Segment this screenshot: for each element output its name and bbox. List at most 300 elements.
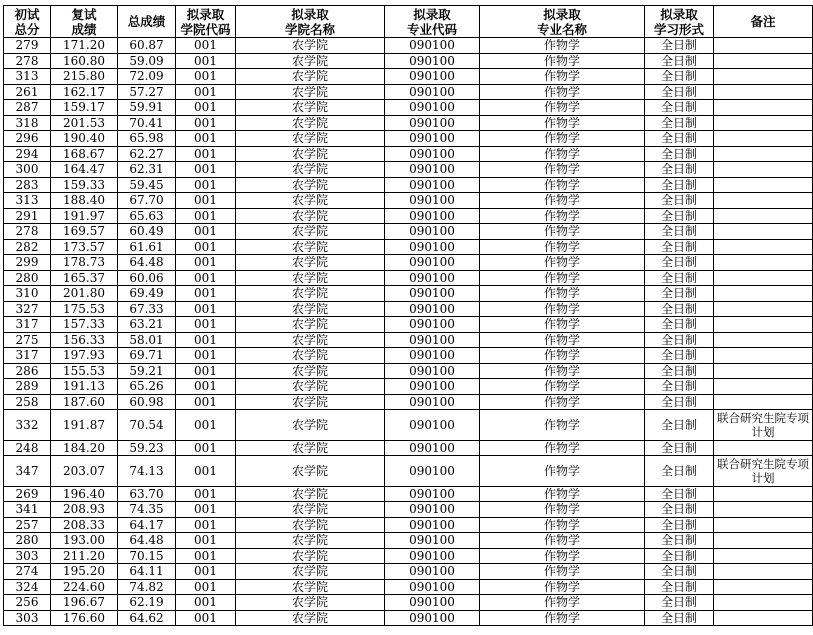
table-cell: 162.17 (51, 84, 118, 100)
table-cell (714, 270, 813, 286)
table-cell: 090100 (385, 100, 480, 116)
table-row (4, 363, 813, 379)
table-cell: 090100 (385, 224, 480, 240)
table-cell: 作物学 (480, 348, 645, 364)
table-cell: 090100 (385, 595, 480, 611)
table-cell: 农学院 (236, 579, 385, 595)
table-row (4, 53, 813, 69)
table-cell: 287 (4, 100, 51, 116)
table-cell: 59.23 (118, 440, 176, 456)
table-cell: 作物学 (480, 131, 645, 147)
table-row (4, 255, 813, 271)
table-cell: 188.40 (51, 193, 118, 209)
table-cell: 70.15 (118, 548, 176, 564)
table-cell: 313 (4, 69, 51, 85)
table-cell: 173.57 (51, 239, 118, 255)
table-cell: 201.80 (51, 286, 118, 302)
table-cell: 全日制 (645, 146, 714, 162)
table-cell: 全日制 (645, 394, 714, 410)
table-cell: 65.98 (118, 131, 176, 147)
table-cell: 090100 (385, 579, 480, 595)
table-cell: 农学院 (236, 162, 385, 178)
table-cell: 作物学 (480, 239, 645, 255)
table-cell: 作物学 (480, 410, 645, 441)
table-cell (714, 69, 813, 85)
table-cell (714, 595, 813, 611)
table-cell: 090100 (385, 53, 480, 69)
table-cell: 作物学 (480, 100, 645, 116)
table-cell: 215.80 (51, 69, 118, 85)
table-row (4, 564, 813, 580)
table-cell: 农学院 (236, 502, 385, 518)
table-row (4, 270, 813, 286)
table-cell: 201.53 (51, 115, 118, 131)
table-row (4, 193, 813, 209)
table-cell: 农学院 (236, 440, 385, 456)
table-cell: 60.87 (118, 38, 176, 54)
table-cell: 农学院 (236, 146, 385, 162)
table-row (4, 502, 813, 518)
table-row (4, 332, 813, 348)
table-cell: 作物学 (480, 564, 645, 580)
table-cell: 全日制 (645, 379, 714, 395)
table-cell: 001 (176, 610, 236, 626)
table-cell: 作物学 (480, 394, 645, 410)
table-cell: 61.61 (118, 239, 176, 255)
table-cell: 作物学 (480, 84, 645, 100)
table-cell: 090100 (385, 177, 480, 193)
table-cell: 69.71 (118, 348, 176, 364)
table-cell: 作物学 (480, 502, 645, 518)
table-cell: 001 (176, 193, 236, 209)
table-row (4, 486, 813, 502)
table-cell: 299 (4, 255, 51, 271)
table-cell (714, 255, 813, 271)
table-cell: 作物学 (480, 69, 645, 85)
table-cell: 278 (4, 53, 51, 69)
table-cell: 001 (176, 38, 236, 54)
table-cell: 全日制 (645, 69, 714, 85)
table-cell: 农学院 (236, 255, 385, 271)
table-cell (714, 332, 813, 348)
table-cell: 001 (176, 517, 236, 533)
table-cell: 全日制 (645, 84, 714, 100)
table-cell: 001 (176, 564, 236, 580)
table-cell: 57.27 (118, 84, 176, 100)
table-row (4, 301, 813, 317)
table-cell (714, 84, 813, 100)
table-cell: 作物学 (480, 193, 645, 209)
table-cell: 作物学 (480, 548, 645, 564)
table-row (4, 610, 813, 626)
table-cell: 作物学 (480, 53, 645, 69)
table-cell (714, 53, 813, 69)
table-cell: 全日制 (645, 502, 714, 518)
table-cell: 农学院 (236, 131, 385, 147)
table-cell: 62.19 (118, 595, 176, 611)
table-cell: 农学院 (236, 270, 385, 286)
table-cell: 090100 (385, 286, 480, 302)
table-cell (714, 610, 813, 626)
table-cell: 001 (176, 84, 236, 100)
column-header: 拟录取 专业代码 (385, 6, 480, 38)
table-body (4, 38, 813, 626)
column-header: 复试 成绩 (51, 6, 118, 38)
table-cell: 090100 (385, 84, 480, 100)
table-cell: 156.33 (51, 332, 118, 348)
table-cell: 全日制 (645, 348, 714, 364)
table-cell: 作物学 (480, 486, 645, 502)
table-cell: 195.20 (51, 564, 118, 580)
table-cell: 160.80 (51, 53, 118, 69)
table-cell: 090100 (385, 564, 480, 580)
table-cell: 60.49 (118, 224, 176, 240)
table-cell: 191.13 (51, 379, 118, 395)
table-cell: 196.40 (51, 486, 118, 502)
table-cell: 001 (176, 440, 236, 456)
table-cell: 280 (4, 270, 51, 286)
table-cell: 001 (176, 533, 236, 549)
table-cell: 001 (176, 486, 236, 502)
table-cell: 74.82 (118, 579, 176, 595)
table-cell (714, 517, 813, 533)
table-cell: 全日制 (645, 115, 714, 131)
table-row (4, 348, 813, 364)
table-row (4, 517, 813, 533)
table-cell: 全日制 (645, 533, 714, 549)
table-cell (714, 317, 813, 333)
table-cell: 作物学 (480, 208, 645, 224)
table-cell: 286 (4, 363, 51, 379)
table-cell: 274 (4, 564, 51, 580)
table-cell: 农学院 (236, 348, 385, 364)
table-cell: 317 (4, 317, 51, 333)
table-cell: 全日制 (645, 301, 714, 317)
admission-table (3, 5, 813, 626)
table-cell (714, 162, 813, 178)
table-cell: 327 (4, 301, 51, 317)
table-cell: 农学院 (236, 286, 385, 302)
table-cell: 001 (176, 410, 236, 441)
table-cell: 203.07 (51, 456, 118, 487)
table-cell: 090100 (385, 317, 480, 333)
table-cell: 090100 (385, 533, 480, 549)
table-cell: 001 (176, 548, 236, 564)
table-cell: 作物学 (480, 332, 645, 348)
table-cell: 作物学 (480, 115, 645, 131)
table-cell: 258 (4, 394, 51, 410)
table-cell: 283 (4, 177, 51, 193)
table-cell: 69.49 (118, 286, 176, 302)
table-cell: 001 (176, 502, 236, 518)
table-cell: 作物学 (480, 363, 645, 379)
table-cell: 全日制 (645, 224, 714, 240)
table-cell: 72.09 (118, 69, 176, 85)
table-cell: 248 (4, 440, 51, 456)
table-cell: 64.48 (118, 255, 176, 271)
table-cell: 090100 (385, 131, 480, 147)
table-row (4, 286, 813, 302)
table-cell: 090100 (385, 456, 480, 487)
table-cell: 全日制 (645, 162, 714, 178)
table-cell: 农学院 (236, 239, 385, 255)
table-cell: 农学院 (236, 548, 385, 564)
table-cell: 全日制 (645, 363, 714, 379)
table-cell: 农学院 (236, 517, 385, 533)
table-cell (714, 486, 813, 502)
table-cell: 全日制 (645, 332, 714, 348)
table-cell: 全日制 (645, 239, 714, 255)
table-row (4, 394, 813, 410)
table-cell: 作物学 (480, 533, 645, 549)
table-cell: 作物学 (480, 456, 645, 487)
table-cell (714, 146, 813, 162)
table-cell: 001 (176, 177, 236, 193)
table-cell: 313 (4, 193, 51, 209)
table-cell: 261 (4, 84, 51, 100)
table-row (4, 317, 813, 333)
table-cell: 303 (4, 548, 51, 564)
table-cell: 090100 (385, 348, 480, 364)
table-cell: 090100 (385, 363, 480, 379)
table-cell: 275 (4, 332, 51, 348)
table-cell: 090100 (385, 208, 480, 224)
table-cell: 农学院 (236, 379, 385, 395)
table-cell: 全日制 (645, 410, 714, 441)
table-row (4, 208, 813, 224)
table-cell: 159.17 (51, 100, 118, 116)
table-cell: 090100 (385, 394, 480, 410)
table-cell: 全日制 (645, 38, 714, 54)
table-cell: 090100 (385, 69, 480, 85)
table-cell: 59.45 (118, 177, 176, 193)
table-cell: 农学院 (236, 332, 385, 348)
table-cell: 341 (4, 502, 51, 518)
table-cell: 作物学 (480, 177, 645, 193)
table-cell: 090100 (385, 193, 480, 209)
table-cell: 作物学 (480, 579, 645, 595)
table-cell: 59.09 (118, 53, 176, 69)
table-cell: 001 (176, 363, 236, 379)
table-cell: 63.21 (118, 317, 176, 333)
table-cell (714, 440, 813, 456)
table-cell: 001 (176, 579, 236, 595)
table-cell: 090100 (385, 301, 480, 317)
table-cell: 090100 (385, 379, 480, 395)
table-cell: 60.06 (118, 270, 176, 286)
table-cell: 作物学 (480, 301, 645, 317)
table-row (4, 162, 813, 178)
table-row (4, 379, 813, 395)
table-cell: 作物学 (480, 162, 645, 178)
table-cell: 191.87 (51, 410, 118, 441)
table-cell: 296 (4, 131, 51, 147)
table-cell: 全日制 (645, 286, 714, 302)
table-cell: 001 (176, 224, 236, 240)
column-header: 初试 总分 (4, 6, 51, 38)
table-cell: 全日制 (645, 595, 714, 611)
table-cell: 63.70 (118, 486, 176, 502)
table-cell: 165.37 (51, 270, 118, 286)
table-cell: 197.93 (51, 348, 118, 364)
table-cell: 279 (4, 38, 51, 54)
table-cell: 64.48 (118, 533, 176, 549)
table-cell: 196.67 (51, 595, 118, 611)
table-cell: 090100 (385, 517, 480, 533)
table-cell: 农学院 (236, 38, 385, 54)
table-cell: 联合研究生院专项计划 (714, 410, 813, 441)
table-cell (714, 548, 813, 564)
table-cell: 农学院 (236, 610, 385, 626)
table-cell: 001 (176, 301, 236, 317)
table-cell: 作物学 (480, 595, 645, 611)
table-row (4, 239, 813, 255)
table-cell: 324 (4, 579, 51, 595)
table-cell: 全日制 (645, 208, 714, 224)
table-cell: 001 (176, 100, 236, 116)
table-cell: 303 (4, 610, 51, 626)
table-cell: 70.41 (118, 115, 176, 131)
table-cell: 001 (176, 255, 236, 271)
table-cell: 190.40 (51, 131, 118, 147)
table-row (4, 146, 813, 162)
table-cell: 全日制 (645, 579, 714, 595)
table-cell: 全日制 (645, 255, 714, 271)
column-header: 拟录取 学院名称 (236, 6, 385, 38)
table-cell: 090100 (385, 502, 480, 518)
table-cell: 70.54 (118, 410, 176, 441)
table-cell: 001 (176, 69, 236, 85)
table-cell: 211.20 (51, 548, 118, 564)
table-row (4, 224, 813, 240)
table-cell: 农学院 (236, 486, 385, 502)
table-cell: 联合研究生院专项计划 (714, 456, 813, 487)
table-cell: 62.27 (118, 146, 176, 162)
table-cell (714, 115, 813, 131)
table-cell: 090100 (385, 255, 480, 271)
table-cell: 001 (176, 456, 236, 487)
table-cell (714, 363, 813, 379)
table-cell: 001 (176, 348, 236, 364)
table-cell: 58.01 (118, 332, 176, 348)
table-cell: 193.00 (51, 533, 118, 549)
table-cell: 155.53 (51, 363, 118, 379)
table-cell: 001 (176, 131, 236, 147)
table-row (4, 579, 813, 595)
table-cell: 59.91 (118, 100, 176, 116)
table-cell: 作物学 (480, 610, 645, 626)
table-cell (714, 533, 813, 549)
table-cell: 作物学 (480, 286, 645, 302)
table-cell: 282 (4, 239, 51, 255)
table-row (4, 410, 813, 441)
table-cell: 001 (176, 53, 236, 69)
table-cell: 001 (176, 239, 236, 255)
table-cell: 090100 (385, 146, 480, 162)
table-cell: 289 (4, 379, 51, 395)
table-row (4, 69, 813, 85)
table-cell: 208.93 (51, 502, 118, 518)
column-header: 拟录取 学习形式 (645, 6, 714, 38)
table-row (4, 440, 813, 456)
table-cell (714, 100, 813, 116)
table-cell: 作物学 (480, 146, 645, 162)
table-cell: 347 (4, 456, 51, 487)
table-cell: 001 (176, 115, 236, 131)
table-cell: 农学院 (236, 53, 385, 69)
table-cell: 208.33 (51, 517, 118, 533)
table-cell: 269 (4, 486, 51, 502)
table-cell: 176.60 (51, 610, 118, 626)
table-cell: 农学院 (236, 84, 385, 100)
table-cell (714, 394, 813, 410)
table-cell: 090100 (385, 162, 480, 178)
table-cell: 全日制 (645, 317, 714, 333)
table-cell: 作物学 (480, 224, 645, 240)
table-cell: 农学院 (236, 394, 385, 410)
table-cell: 全日制 (645, 610, 714, 626)
table-cell: 291 (4, 208, 51, 224)
table-cell: 159.33 (51, 177, 118, 193)
table-cell: 001 (176, 146, 236, 162)
table-cell: 169.57 (51, 224, 118, 240)
table-row (4, 177, 813, 193)
table-cell: 294 (4, 146, 51, 162)
table-cell: 农学院 (236, 115, 385, 131)
header-row (4, 6, 813, 38)
table-cell: 全日制 (645, 177, 714, 193)
table-cell: 农学院 (236, 208, 385, 224)
table-cell: 090100 (385, 610, 480, 626)
table-cell (714, 177, 813, 193)
table-row (4, 100, 813, 116)
table-cell (714, 348, 813, 364)
table-cell: 090100 (385, 440, 480, 456)
table-cell: 59.21 (118, 363, 176, 379)
table-cell (714, 208, 813, 224)
table-cell: 090100 (385, 270, 480, 286)
table-row (4, 115, 813, 131)
table-cell: 全日制 (645, 100, 714, 116)
column-header: 总成绩 (118, 6, 176, 38)
table-cell: 65.63 (118, 208, 176, 224)
table-cell: 作物学 (480, 517, 645, 533)
table-cell (714, 564, 813, 580)
table-cell: 001 (176, 394, 236, 410)
table-cell: 090100 (385, 38, 480, 54)
table-cell: 300 (4, 162, 51, 178)
table-cell: 全日制 (645, 564, 714, 580)
table-cell: 090100 (385, 239, 480, 255)
table-cell: 090100 (385, 548, 480, 564)
table-cell: 农学院 (236, 301, 385, 317)
table-row (4, 533, 813, 549)
table-cell: 280 (4, 533, 51, 549)
table-cell: 178.73 (51, 255, 118, 271)
table-cell: 作物学 (480, 317, 645, 333)
column-header: 备注 (714, 6, 813, 38)
table-cell (714, 131, 813, 147)
column-header: 拟录取 专业名称 (480, 6, 645, 38)
table-cell (714, 193, 813, 209)
table-cell: 农学院 (236, 564, 385, 580)
table-cell: 157.33 (51, 317, 118, 333)
table-cell: 62.31 (118, 162, 176, 178)
table-cell: 168.67 (51, 146, 118, 162)
table-cell (714, 502, 813, 518)
table-cell: 全日制 (645, 53, 714, 69)
table-cell: 191.97 (51, 208, 118, 224)
